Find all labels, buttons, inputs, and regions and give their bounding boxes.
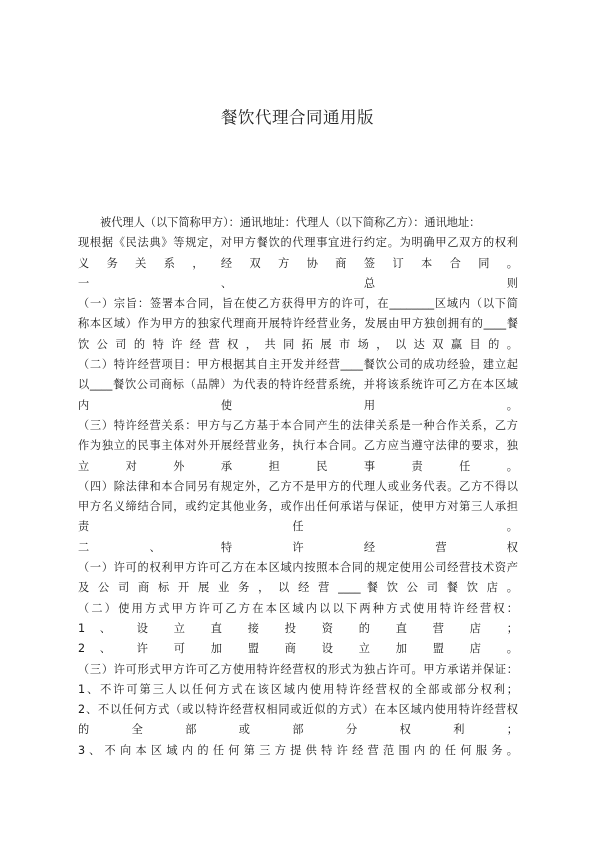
paragraph-line: 2 、 许 可 加 盟 商 设 立 加 盟 店 。 bbox=[78, 642, 518, 656]
paragraph-line: 以____餐饮公司商标（品牌）为代表的特许经营系统，并将该系统许可乙方在本区域 bbox=[78, 378, 518, 392]
paragraph-line: 甲方名义缔结合同，或约定其他业务，或作出任何承诺与保证，使甲方对第三人承担 bbox=[78, 500, 518, 514]
paragraph-line: 作为独立的民事主体对外开展经营业务，执行本合同。乙方应当遵守法律的要求，独 bbox=[78, 439, 518, 453]
paragraph-line: 1、不许可第三人以任何方式在该区域内使用特许经营权的全部或部分权利； bbox=[78, 682, 518, 696]
paragraph-line: （二）特许经营项目：甲方根据其自主开发并经营____餐饮公司的成功经验，建立起 bbox=[78, 358, 518, 372]
paragraph-line: 称本区域）作为甲方的独家代理商开展特许经营业务，发展由甲方独创拥有的____餐 bbox=[78, 317, 518, 331]
paragraph-line: 1 、 设 立 直 接 投 资 的 直 营 店 ； bbox=[78, 621, 518, 635]
paragraph-line: 及 公 司 商 标 开 展 业 务 ， 以 经 营 ____ 餐 饮 公 司 餐 饮 店 。 bbox=[78, 581, 518, 595]
paragraph-line: 现根据《民法典》等规定，对甲方餐饮的代理事宜进行约定。为明确甲乙双方的权利 bbox=[78, 236, 518, 250]
paragraph-line: （一）许可的权利甲方许可乙方在本区域内按照本合同的规定使用公司经营技术资产 bbox=[78, 561, 518, 575]
paragraph-line: 的 全 部 或 部 分 权 利 ； bbox=[78, 723, 518, 737]
paragraph-line: （四）除法律和本合同另有规定外，乙方不是甲方的代理人或业务代表。乙方不得以 bbox=[78, 479, 518, 493]
paragraph-line: 义 务 关 系 ， 经 双 方 协 商 签 订 本 合 同 。 bbox=[78, 256, 518, 270]
paragraph-line: 一 、 总 则 bbox=[78, 276, 518, 290]
paragraph-line: 立 对 外 承 担 民 事 责 任 。 bbox=[78, 459, 518, 473]
paragraph-line: （二）使用方式甲方许可乙方在本区域内以以下两种方式使用特许经营权： bbox=[78, 601, 518, 615]
paragraph-line: 3 、 不 向 本 区 域 内 的 任 何 第 三 方 提 供 特 许 经 营 范 围 内 的 任 何 服 务 。 bbox=[78, 743, 518, 757]
document-title: 餐饮代理合同通用版 bbox=[221, 108, 374, 127]
paragraph-line: 二 、 特 许 经 营 权 bbox=[78, 540, 518, 554]
paragraph-line: （一）宗旨：签署本合同，旨在使乙方获得甲方的许可，在________区域内（以下简 bbox=[78, 297, 518, 311]
paragraph-line: 内 使 用 。 bbox=[78, 398, 518, 412]
document-body bbox=[78, 213, 518, 761]
paragraph-line: 被代理人（以下简称甲方）：通讯地址：代理人（以下简称乙方）：通讯地址： bbox=[100, 216, 481, 229]
paragraph-line: 饮 公 司 的 特 许 经 营 权 ， 共 同 拓 展 市 场 ， 以 达 双 赢 目 的 。 bbox=[78, 337, 518, 351]
paragraph-line: （三）特许经营关系：甲方与乙方基于本合同产生的法律关系是一种合作关系，乙方 bbox=[78, 418, 518, 432]
paragraph-line: 2、不以任何方式（或以特许经营权相同或近似的方式）在本区域内使用特许经营权 bbox=[78, 703, 518, 717]
paragraph-line: 责 任 。 bbox=[78, 520, 518, 534]
paragraph-line: （三）许可形式甲方许可乙方使用特许经营权的形式为独占许可。甲方承诺并保证： bbox=[78, 662, 518, 676]
